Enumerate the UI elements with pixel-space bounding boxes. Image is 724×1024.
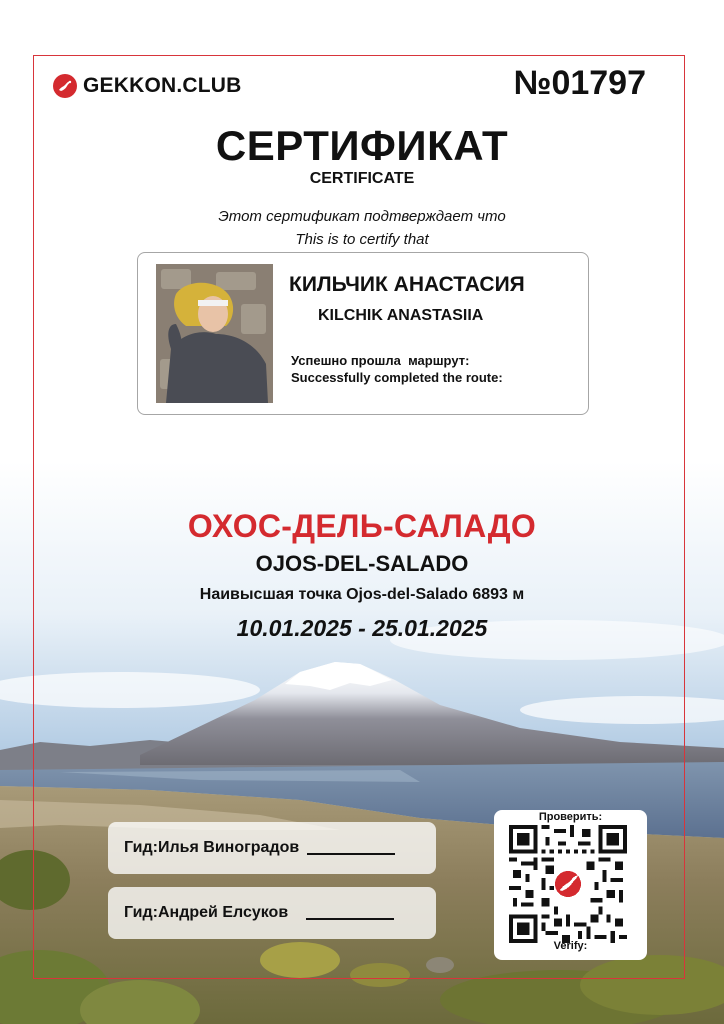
- signature-line: [306, 906, 394, 920]
- route-completed-label-en: Successfully completed the route:: [291, 370, 503, 385]
- intro-text-en: This is to certify that: [295, 231, 429, 248]
- brand-name: GEKKON.CLUB: [83, 74, 242, 97]
- guide-signature-2: [108, 887, 436, 939]
- guide-signature-1: [108, 822, 436, 874]
- brand-logo: [53, 74, 242, 98]
- guide-name: Гид:Андрей Елсуков: [124, 904, 289, 921]
- intro-text-ru: Этот сертификат подтверждает что: [218, 208, 506, 225]
- certificate-title-ru: СЕРТИФИКАТ: [215, 122, 509, 169]
- certificate-number: №01797: [513, 64, 646, 102]
- participant-card: [137, 252, 589, 415]
- verify-qr-box[interactable]: [494, 810, 647, 960]
- participant-photo: [156, 264, 273, 403]
- route-dates: 10.01.2025 - 25.01.2025: [236, 615, 488, 641]
- participant-name-ru: КИЛЬЧИК АНАСТАСИЯ: [289, 273, 525, 296]
- route-description: Наивысшая точка Ojos-del-Salado 6893 м: [199, 586, 525, 603]
- participant-name-en: KILCHIK ANASTASIIA: [318, 307, 484, 324]
- qr-code[interactable]: [509, 825, 627, 943]
- verify-label-ru: Проверить:: [538, 811, 603, 823]
- route-name-en: OJOS-DEL-SALADO: [255, 551, 469, 576]
- verify-label-en: Verify:: [553, 940, 588, 952]
- route-name-ru: ОХОС-ДЕЛЬ-САЛАДО: [187, 508, 537, 544]
- gecko-icon: [53, 74, 77, 98]
- signature-line: [307, 841, 395, 855]
- route-completed-label-ru: Успешно прошла маршрут:: [291, 353, 470, 368]
- certificate-title-en: CERTIFICATE: [309, 170, 415, 187]
- guide-name: Гид:Илья Виноградов: [124, 839, 300, 856]
